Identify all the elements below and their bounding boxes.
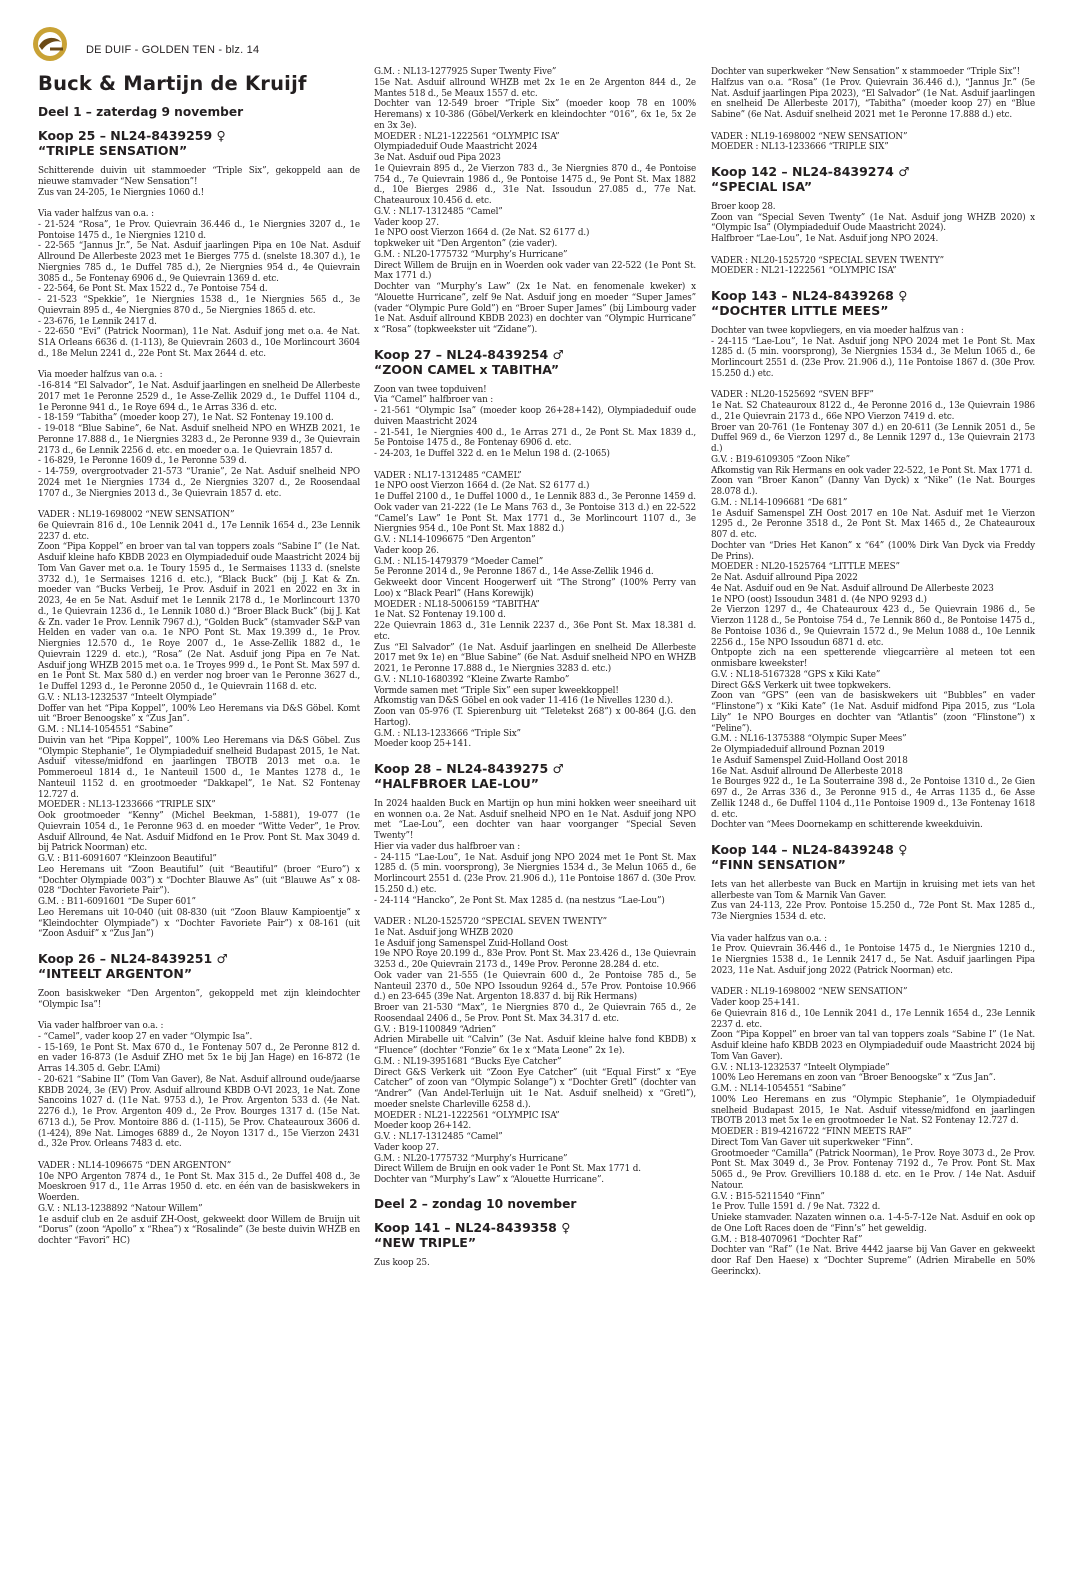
lot-name: “TRIPLE SENSATION” — [38, 143, 188, 158]
page-title: Buck & Martijn de Kruijf — [38, 72, 307, 95]
page-header — [38, 38, 259, 62]
text-paragraph: Broer koop 28. Zoon van “Special Seven Twenty” (1e Nat. Asduif jong WHZB 2020) x “Olympic Isa” (Olympiadeduif Oude Maastricht 2024). Halfbroer “Lae-Lou”, 1e Nat. Asduif jong NPO 2024. — [711, 201, 1035, 244]
lot-number: Koop 26 – NL24-8439251 ♂ — [38, 950, 228, 966]
lot-name: “FINN SENSATION” — [711, 856, 846, 872]
column-3 — [711, 67, 1035, 1288]
section-heading: Deel 1 – zaterdag 9 november — [38, 105, 244, 119]
column-1 — [38, 105, 360, 1258]
text-paragraph: Iets van het allerbeste van Buck en Martijn in kruising met iets van het allerbeste van Tom & Marnik Van Gaver. Zus van 24-113, 22e Prov. Pontoise 15.250 d., 72e Pont St. Max 1285 d., 73e Niergnies 1534 d. etc. — [711, 879, 1035, 922]
lot-name: “DOCHTER LITTLE MEES” — [711, 302, 889, 318]
lot-heading — [374, 347, 696, 377]
text-paragraph: VADER : NL19-1698002 “NEW SENSATION” MOEDER : NL13-1233666 “TRIPLE SIX” — [711, 131, 908, 153]
text-paragraph: Dochter van superkweker “New Sensation” x stammoeder “Triple Six”! Halfzus van o.a. “Rosa” (1e Prov. Quievrain 36.446 d.), “Jannus Jr.” (5e Nat. Asduif jaarlingen Pipa 2023), “El Salvador” (1e Nat. Asduif jaarlingen en snelheid De Allerbeste 2017), “Tabitha” (moeder koop 27) en “Blue Sabine” (6e Nat. Asduif snelheid 2021 met 1e Peronne 17.888 d.) etc. — [711, 67, 1035, 120]
text-paragraph: VADER : NL19-1698002 “NEW SENSATION” Vader koop 25+141. 6e Quievrain 816 d., 10e Lennik 2041 d., 17e Lennik 1654 d., 23e Lennik 2237 d. etc. Zoon “Pipa Koppel” en broer van tal van toppers zoals “Sabine I” (1e Nat. Asduif kleine hafo KBDB 2023 en Olympiadeduif oude Maastricht 2024 bij Tom Van Gaver). G.V. : NL13-1232537 “Inteelt Olympiade” 100% Leo Heremans en zoon van “Broer Benoogske” x “Zus Jan”. G.M. : NL14-1054551 “Sabine” 100% Leo Heremans en zus “Olympic Stephanie”, 1e Olympiadeduif snelheid Budapast 2015, 1e Nat. Asduif vitesse/midfond en jaarlingen TBOTB 2013 met 5x 1e en grootmoeder 1e Nat. S2 Fontenay 12.727 d. MOEDER : B19-4216722 “FINN MEETS RAF” Direct Tom Van Gaver uit superkweker “Finn”. Grootmoeder “Camilla” (Patrick Noorman), 1e Prov. Roye 3073 d., 2e Prov. Pont St. Max 3049 d., 3e Prov. Fontenay 7192 d., 7e Prov. Pont St. Max 5065 d., 9e Prov. Grevilliers 10.188 d. etc. en 1e Prov. / 14e Nat. Asduif Natour. G.V. : B15-5211540 “Finn” 1e Prov. Tulle 1591 d. / 9e Nat. 7322 d. Unieke stamvader. Nazaten winnen o.a. 1-4-5-7-12e Nat. Asduif en ook op de One Loft Races doen de “Finn’s” het geweldig. G.M. : B18-4070961 “Dochter Raf” Dochter van “Raf” (1e Nat. Brive 4442 jaarse bij Van Gaver en gekweekt door Raf Den Haese) x “Dochter Supreme” (Adrien Mirabelle en 50% Geerinckx). — [711, 987, 1035, 1277]
lot-number: Koop 25 – NL24-8439259 ♀ — [38, 128, 226, 143]
text-paragraph: Via moeder halfzus van o.a. : -16-814 “El Salvador”, 1e Nat. Asduif jaarlingen en snelheid De Allerbeste 2017 met 1e Peronne 2529 d., 1e Asse-Zellik 2029 d., 1e Duffel 1104 d., 1e Peronne 941 d., 1e Roye 694 d., 1e Arras 336 d. etc. - 18-159 “Tabitha” (moeder koop 27), 1e Nat. S2 Fontenay 19.100 d. - 19-018 “Blue Sabine”, 6e Nat. Asduif snelheid NPO en WHZB 2021, 1e Peronne 17.888 d., 1e Niergnies 3283 d., 2e Peronne 939 d., 3e Quievrain 2173 d., 6e Lennik 2256 d. etc. en moeder o.a. 1e Quievrain 1857 d. - 16-829, 1e Peronne 1609 d., 1e Peronne 539 d. - 14-759, overgrootvader 21-573 “Uranie”, 2e Nat. Asduif snelheid NPO 2024 met 1e Niergnies 1734 d., 2e Niergnies 3207 d., 2e Roosendaal 1707 d., 3e Niergnies 2013 d., 3e Quievrain 1857 d. etc. — [38, 370, 360, 499]
text-paragraph: Zoon van twee topduiven! Via “Camel” halfbroer van : - 21-561 “Olympic Isa” (moeder koop 26+28+142), Olympiadeduif oude duiven Maastricht 2024 - 21-541, 1e Niergnies 400 d., 1e Arras 271 d., 2e Pont St. Max 1839 d., 5e Pontoise 1475 d., 8e Fontenay 6906 d. etc. - 24-203, 1e Duffel 322 d. en 1e Melun 198 d. (2-1065) — [374, 384, 696, 459]
lot-heading — [38, 951, 360, 981]
text-paragraph: Via vader halfbroer van o.a. : - “Camel”, vader koop 27 en vader “Olympic Isa”. - 15-169, 1e Pont St. Max 670 d., 1e Fontenay 507 d., 2e Peronne 812 d. en vader 16-873 (1e Asduif ZHO met 5x 1e bij Jan Hage) en 16-872 (1e Arras 14.305 d. Gebr. L’Ami) - 20-621 “Sabine II” (Tom Van Gaver), 8e Nat. Asduif allround oude/jaarse KBDB 2024, 3e (EV) Prov. Asduif allround KBDB O-VI 2023, 1e Nat. Zone Sancoins 1027 d. (11e Nat. 9753 d.), 1e Prov. Argenton 533 d. (4e Nat. 2276 d.), 1e Prov. Argenton 409 d., 2e Prov. Bourges 1317 d. (15e Nat. 6713 d.), 5e Prov. Montoire 886 d. (1-115), 5e Prov. Chateauroux 3606 d. (1-424), 89e Nat. Limoges 6889 d., 2e Noyon 1317 d., 15e Vierzon 2431 d., 32e Prov. Orleans 7483 d. etc. — [38, 1021, 360, 1150]
lot-name: “ZOON CAMEL x TABITHA” — [374, 361, 560, 377]
text-paragraph: Zus koop 25. — [374, 1257, 430, 1268]
text-paragraph: Via vader halfzus van o.a. : 1e Prov. Quievrain 36.446 d., 1e Pontoise 1475 d., 1e Niergnies 1210 d., 1e Niergnies 1538 d., 1e Lennik 2417 d., 5e Nat. Asduif jaarlingen Pipa 2023, 11e Nat. Asduif jong 2022 (Patrick Noorman) etc. — [711, 933, 1035, 976]
text-paragraph: Schitterende duivin uit stammoeder “Triple Six”, gekoppeld aan de nieuwe stamvader “New Sensation”! Zus van 24-205, 1e Niergnies 1060 d.! — [38, 166, 360, 198]
lot-heading — [711, 288, 1035, 318]
lot-heading — [374, 761, 696, 791]
lot-name: “SPECIAL ISA” — [711, 178, 813, 194]
text-paragraph: In 2024 haalden Buck en Martijn op hun mini hokken weer sneeihard uit en wonnen o.a. 2e Nat. Asduif snelheid NPO en 1e Nat. Asduif jong NPO met “Lae-Lou”, een dochter van haar voorganger “Special Seven Twenty”! Hier via vader dus halfbroer van : - 24-115 “Lae-Lou”, 1e Nat. Asduif jong NPO 2024 met 1e Pont St. Max 1285 d. (5 min. voorsprong), 3e Niergnies 1534 d., 3e Melun 1065 d., 6e Morlincourt 2551 d. (23e Prov. 21.906 d.), 11e Pontoise 1867 d. (30e Prov. 15.250 d.) etc. - 24-114 “Hancko”, 2e Pont St. Max 1285 d. (na nestzus “Lae-Lou”) — [374, 798, 696, 906]
section-heading: Deel 2 – zondag 10 november — [374, 1196, 577, 1211]
lot-heading — [374, 1220, 696, 1250]
column-2 — [374, 67, 696, 1279]
text-paragraph: VADER : NL20-1525720 “SPECIAL SEVEN TWENTY” 1e Nat. Asduif jong WHZB 2020 1e Asduif jong Samenspel Zuid-Holland Oost 19e NPO Roye 20.199 d., 83e Prov. Pont St. Max 23.426 d., 13e Quievrain 3253 d., 20e Quievrain 2173 d., 149e Prov. Peronne 28.284 d. etc. Ook vader van 21-555 (1e Quievrain 600 d., 2e Pontoise 785 d., 5e Nanteuil 2370 d., 50e NPO Issoudun 9264 d., 57e Prov. Pontoise 10.966 d.) en 23-645 (39e Nat. Argenton 18.837 d. bij Rik Hermans) Broer van 21-530 “Max”, 1e Niergnies 870 d., 2e Quievrain 765 d., 2e Roosendaal 2406 d., 5e Prov. Pont St. Max 34.317 d. etc. G.V. : B19-1100849 “Adrien” Adrien Mirabelle uit “Calvin” (3e Nat. Asduif kleine halve fond KBDB) x “Fluence” (dochter “Fonzie” 6x 1e x “Mata Leone” 2x 1e). G.M. : NL19-3951681 “Bucks Eye Catcher” Direct G&S Verkerk uit “Zoon Eye Catcher” (uit “Equal First” x “Eye Catcher” of zoon van “Olympic Solange”) x “Dochter Gretl” (dochter van “Andrer” (Van Andel-Terluijn uit 1e Nat. Asduif snelheid) x “Gretl”), moeder snelste Charleville 6258 d.). MOEDER : NL21-1222561 “OLYMPIC ISA” Moeder koop 26+142. G.V. : NL17-1312485 “Camel” Vader koop 27. G.M. : NL20-1775732 “Murphy’s Hurricane” Direct Willem de Bruijn en ook vader 1e Pont St. Max 1771 d. Dochter van “Murphy’s Law” x “Alouette Hurricane”. — [374, 917, 696, 1185]
text-paragraph: Dochter van twee kopvliegers, en via moeder halfzus van : - 24-115 “Lae-Lou”, 1e Nat. Asduif jong NPO 2024 met 1e Pont St. Max 1285 d. (5 min. voorsprong), 3e Niergnies 1534 d., 3e Melun 1065 d., 6e Morlincourt 2551 d. (23e Prov. 21.906 d.), 11e Pontoise 1867 d. (30e Prov. 15.250 d.) etc. — [711, 325, 1035, 379]
text-paragraph: VADER : NL17-1312485 “CAMEL” 1e NPO oost Vierzon 1664 d. (2e Nat. S2 6177 d.) 1e Duffel 2100 d., 1e Duffel 1000 d., 1e Lennik 883 d., 3e Peronne 1459 d. Ook vader van 21-222 (1e Le Mans 763 d., 3e Pontoise 313 d.) en 22-522 “Camel’s Law” 1e Pont St. Max 1771 d., 3e Morlincourt 1107 d., 3e Niergnies 954 d., 10e Pont St. Max 1882 d.) G.V. : NL14-1096675 “Den Argenton” Vader koop 26. G.M. : NL15-1479379 “Moeder Camel” 5e Peronne 2014 d., 9e Peronne 1867 d., 14e Asse-Zellik 1946 d. Gekweekt door Vincent Hoogerwerf uit “The Strong” (100% Perry van Loo) x “Black Pearl” (Hans Korewijk) MOEDER : NL18-5006159 “TABITHA” 1e Nat. S2 Fontenay 19.100 d. 22e Quievrain 1863 d., 31e Lennik 2237 d., 36e Pont St. Max 18.381 d. etc. Zus “El Salvador” (1e Nat. Asduif jaarlingen en snelheid De Allerbeste 2017 met 9x 1e) en “Blue Sabine” (6e Nat. Asduif snelheid NPO en WHZB 2021, 1e Peronne 17.888 d., 1e Niergnies 3283 d. etc.) G.V. : NL10-1680392 “Kleine Zwarte Rambo” Vormde samen met “Triple Six” een super kweekkoppel! Afkomstig van D&S Göbel en ook vader 11-416 (1e Nivelles 1230 d.). Zoon van 05-976 (T. Spierenburg uit “Teletekst 268”) x 00-864 (J.G. den Hartog). G.M. : NL13-1233666 “Triple Six” Moeder koop 25+141. — [374, 470, 696, 750]
text-paragraph: VADER : NL19-1698002 “NEW SENSATION” 6e Quievrain 816 d., 10e Lennik 2041 d., 17e Lennik 1654 d., 23e Lennik 2237 d. etc. Zoon “Pipa Koppel” en broer van tal van toppers zoals “Sabine I” (1e Nat. Asduif kleine hafo KBDB 2023 en Olympiadeduif oude Maastricht 2024 bij Tom Van Gaver met o.a. 1e Toury 1595 d., 1e Sermaises 1133 d. (snelste 3732 d.), 1e Sermaises 1216 d. etc.), “Black Buck” (bij J. Kat & Zn. moeder van “Bucks Verbeij, 1e Prov. Asduif in 2021 en 2022 en 3x in 2023, 4e en 5e Nat. Asduif met 1e Lennik 2178 d., 1e Morlincourt 1370 d., 1e Quievrain 1236 d., 1e Lennik 1080 d.) “Broer Black Buck” (bij J. Kat & Zn. vader 1e Prov. Lennik 7967 d.), “Golden Buck” (stamvader S&P van Helden en vader van o.a. 1e NPO Pont St. Max 19.399 d., 1e Prov. Niergnies 12.570 d., 1e Roye 2007 d., 1e Asse-Zellik 1882 d., 1e Quievrain 1229 d. etc.), “Rosa” (2e Nat. Asduif jong Pipa en 7e Nat. Asduif jong WHZB 2015 met o.a. 1e Troyes 999 d., 1e Pont St. Max 597 d. en 1e Pont St. Max 580 d.) en verder nog broer van 1e Peronne 3627 d., 1e Duffel 1293 d., 1e Peronne 2050 d., 1e Quievrain 1168 d. etc. G.V. : NL13-1232537 “Inteelt Olympiade” Doffer van het “Pipa Koppel”, 100% Leo Heremans via D&S Göbel. Komt uit “Broer Benoogske” x “Zus Jan”. G.M. : NL14-1054551 “Sabine” Duivin van het “Pipa Koppel”, 100% Leo Heremans via D&S Göbel. Zus “Olympic Stephanie”, 1e Olympiadeduif snelheid Budapast 2015, 1e Nat. Asduif vitesse/midfond en jaarlingen TBOTB 2013 met o.a. 1e Pommeroeul 1814 d., 1e Nanteuil 1500 d., 1e Mantes 1278 d., 1e Nanteuil 1152 d. en grootmoeder “Dakkapel”, 1e Nat. S2 Fontenay 12.727 d. MOEDER : NL13-1233666 “TRIPLE SIX” Ook grootmoeder “Kenny” (Michel Beekman, 1-5881), 19-077 (1e Quievrain 1054 d., 1e Peronne 963 d. en moeder “Witte Veder”, 1e Prov. Asduif Allround, 4e Nat. Asduif Midfond en 1e Prov. Pont St. Max 3049 d. bij Patrick Noorman) etc. G.V. : B11-6091607 “Kleinzoon Beautiful” Leo Heremans uit “Zoon Beautiful” (uit “Beautiful” (broer “Euro”) x “Dochter Olympiade 003”) x “Dochter Blauwe As” (uit “Blauwe As” x 08-028 “Dochter Favoriete Pair”). G.M. : B11-6091601 “De Super 601” Leo Heremans uit 10-040 (uit 08-830 (uit “Zoon Blauw Kampioentje” x “Kleindochter Olympiade”) x “Dochter Favoriete Pair”) x 08-161 (uit “Zoon Asduif” x “Zus Jan”) — [38, 510, 360, 940]
lot-name: “HALFBROER LAE-LOU” — [374, 775, 540, 791]
text-paragraph: VADER : NL14-1096675 “DEN ARGENTON” 10e NPO Argenton 7874 d., 1e Pont St. Max 315 d., 2e Duffel 408 d., 3e Moeskroen 917 d., 11e Arras 1950 d. etc. en één van de basiskwekers in Woerden. G.V. : NL13-1238892 “Natour Willem” 1e asduif club en 2e asduif ZH-Oost, gekweekt door Willem de Bruijn uit “Dorus” (zoon “Apollo” x “Rhea”) x “Rosalinde” (3e beste duivin WHZB en dochter “Favori” HC) — [38, 1160, 360, 1246]
golden-ten-logo-icon — [30, 24, 70, 64]
lot-number: Koop 143 – NL24-8439268 ♀ — [711, 287, 908, 303]
lot-heading — [711, 164, 1035, 194]
text-paragraph: VADER : NL20-1525692 “SVEN BFF” 1e Nat. S2 Chateauroux 8122 d., 4e Peronne 2016 d., 13e Quievrain 1986 d., 21e Quievrain 2173 d., 66e NPO Vierzon 7419 d. etc. Broer van 20-761 (1e Fontenay 307 d.) en 20-611 (3e Lennik 2051 d., 5e Duffel 969 d., 6e Vierzon 1297 d., 8e Lennik 1297 d., 13e Quievrain 2173 d.) G.V. : B19-6109305 “Zoon Nike” Afkomstig van Rik Hermans en ook vader 22-522, 1e Pont St. Max 1771 d. Zoon van “Broer Kanon” (Danny Van Dyck) x “Nike” (1e Nat. Bourges 28.078 d.). G.M. : NL14-1096681 “De 681” 1e Asduif Samenspel ZH Oost 2017 en 10e Nat. Asduif met 1e Vierzon 1295 d., 2e Peronne 3518 d., 2e Pont St. Max 1465 d., 2e Chateauroux 807 d. etc. Dochter van “Dries Het Kanon” x “64” (100% Dirk Van Dyck via Freddy De Prins). MOEDER : NL20-1525764 “LITTLE MEES” 2e Nat. Asduif allround Pipa 2022 4e Nat. Asduif oud en 9e Nat. Asduif allround De Allerbeste 2023 1e NPO (oost) Issoudun 3481 d. (4e NPO 9293 d.) 2e Vierzon 1297 d., 4e Chateauroux 423 d., 5e Quievrain 1986 d., 5e Vierzon 1128 d., 5e Pontoise 754 d., 7e Lennik 860 d., 8e Pontoise 1475 d., 8e Pontoise 1036 d., 9e Quievrain 1572 d., 9e Melun 1088 d., 10e Lennik 2256 d., 15e NPO Issoudun 6871 d. etc. Ontpopte zich na een spetterende vliegcarrière al meteen tot een onmisbare kweekster! G.V. : NL18-5167328 “GPS x Kiki Kate” Direct G&S Verkerk uit twee topkwekers. Zoon van “GPS” (een van de basiskwekers uit “Bubbles” en vader “Flinstone”) x “Kiki Kate” (1e Nat. Asduif midfond Pipa 2015, zus “Lola Lily” 1e NPO Bourges en dochter van “Atlantis” (zoon “Flinstone”) x “Peline”). G.M. : NL16-1375388 “Olympic Super Mees” 2e Olympiadeduif allround Poznan 2019 1e Asduif Samenspel Zuid-Holland Oost 2018 16e Nat. Asduif allround De Allerbeste 2018 1e Bourges 922 d., 1e La Souterraine 398 d., 2e Pontoise 1310 d., 2e Gien 697 d., 2e Arras 336 d., 3e Peronne 915 d., 4e Arras 1135 d., 6e Asse Zellik 1248 d., 6e Duffel 1104 d.,11e Pontoise 1909 d., 13e Fontenay 1618 d. etc. Dochter van “Mees Doornekamp en schitterende kweekduivin. — [711, 390, 1035, 831]
lot-number: Koop 28 – NL24-8439275 ♂ — [374, 760, 564, 776]
lot-number: Koop 144 – NL24-8439248 ♀ — [711, 841, 908, 857]
text-paragraph: Via vader halfzus van o.a. : - 21-524 “Rosa”, 1e Prov. Quievrain 36.446 d., 1e Niergnies 3207 d., 1e Pontoise 1475 d., 1e Niergnies 1210 d. - 22-565 “Jannus Jr.”, 5e Nat. Asduif jaarlingen Pipa en 10e Nat. Asduif Allround De Allerbeste 2023 met 1e Bierges 775 d. (snelste 18.307 d.), 1e Niergnies 785 d., 1e Duffel 785 d.), 2e Niergnies 954 d., 4e Quievrain 3085 d., 5e Fontenay 6906 d., 9e Quievrain 1369 d. etc. - 22-564, 6e Pont St. Max 1522 d., 7e Pontoise 754 d. - 21-523 “Spekkie”, 1e Niergnies 1538 d., 1e Niergnies 565 d., 3e Quievrain 895 d., 4e Niergnies 870 d., 5e Niergnies 1865 d. etc. - 23-676, 1e Lennik 2417 d. - 22-650 “Evi” (Patrick Noorman), 11e Nat. Asduif jong met o.a. 4e Nat. S1A Orleans 6636 d. (1-113), 8e Quievrain 2603 d., 10e Morlincourt 3604 d., 18e Melun 2241 d., 22e Pont St. Max 2644 d. etc. — [38, 209, 360, 359]
text-paragraph: G.M. : NL13-1277925 Super Twenty Five” 15e Nat. Asduif allround WHZB met 2x 1e en 2e Argenton 844 d., 2e Mantes 518 d., 5e Meaux 1557 d. etc. Dochter van 12-549 broer “Triple Six” (moeder koop 78 en 100% Heremans) x 10-386 (Göbel/Verkerk en kleindochter “016”, 6x 1e, 5x 2e en 3x 3e). MOEDER : NL21-1222561 “OLYMPIC ISA” Olympiadeduif Oude Maastricht 2024 3e Nat. Asduif oud Pipa 2023 1e Quievrain 895 d., 2e Vierzon 783 d., 3e Niergnies 870 d., 4e Pontoise 754 d., 7e Quievrain 1986 d., 9e Pontoise 1475 d., 9e Pont St. Max 1882 d., 10e Bierges 2986 d., 31e Nat. Issoudun 27.085 d., 77e Nat. Chateauroux 10.456 d. etc. G.V. : NL17-1312485 “Camel” Vader koop 27. 1e NPO oost Vierzon 1664 d. (2e Nat. S2 6177 d.) topkweker uit “Den Argenton” (zie vader). G.M. : NL20-1775732 “Murphy’s Hurricane” Direct Willem de Bruijn en in Woerden ook vader van 22-522 (1e Pont St. Max 1771 d.) Dochter van “Murphy’s Law” (2x 1e Nat. en fenomenale kweker) x “Alouette Hurricane”, zelf 9e Nat. Asduif jong en moeder “Super James” (vader “Olympic Pure Gold”) en “Broer Super James” (bij Limbourg vader 1e Nat. Asduif allround KBDB 2023) en dochter van “Olympic Hurricane” x “Rosa” (topkweekster uit “Zidane”). — [374, 67, 696, 335]
lot-number: Koop 27 – NL24-8439254 ♂ — [374, 346, 564, 362]
lot-number: Koop 142 – NL24-8439274 ♂ — [711, 163, 910, 179]
lot-name: “NEW TRIPLE” — [374, 1234, 477, 1250]
text-paragraph: VADER : NL20-1525720 “SPECIAL SEVEN TWENTY” MOEDER : NL21-1222561 “OLYMPIC ISA” — [711, 255, 944, 277]
lot-number: Koop 141 – NL24-8439358 ♀ — [374, 1219, 571, 1235]
lot-heading — [38, 128, 360, 158]
lot-name: “INTEELT ARGENTON” — [38, 965, 193, 981]
lot-heading — [711, 842, 1035, 872]
header-title: DE DUIF - GOLDEN TEN - blz. 14 — [86, 44, 260, 56]
text-paragraph: Zoon basiskweker “Den Argenton”, gekoppeld met zijn kleindochter “Olympic Isa”! — [38, 988, 360, 1010]
